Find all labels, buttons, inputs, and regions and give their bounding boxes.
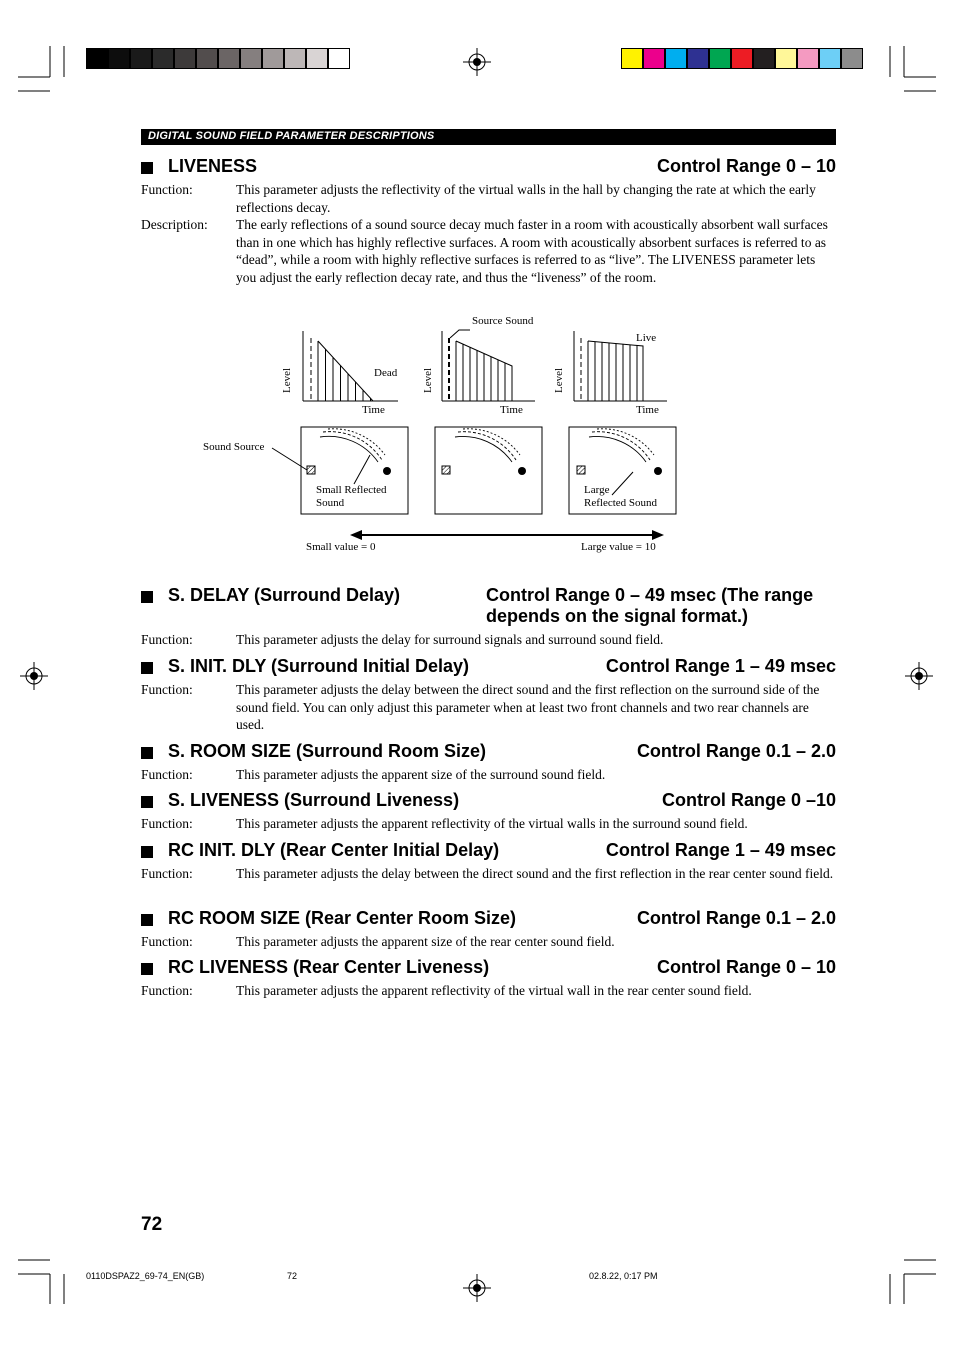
rc-liveness-range: Control Range 0 – 10 — [656, 957, 836, 977]
color-swatch — [731, 48, 753, 69]
s-room-size-range: Control Range 0.1 – 2.0 — [636, 741, 836, 761]
rc-init-dly-range: Control Range 1 – 49 msec — [605, 840, 836, 860]
small-reflected-label-1: Small Reflected — [316, 484, 387, 496]
gray-swatch — [240, 48, 262, 69]
time-axis-label-1: Time — [362, 404, 385, 416]
gray-swatch — [218, 48, 240, 69]
color-swatch — [665, 48, 687, 69]
liveness-function-text: This parameter adjusts the reflectivity of the virtual walls in the hall by changing the rate at which the early reflections decay. — [236, 182, 816, 215]
rc-room-size-title: RC ROOM SIZE (Rear Center Room Size) — [168, 908, 517, 928]
rc-room-size-function-text: This parameter adjusts the apparent size of the rear center sound field. — [236, 934, 615, 949]
s-room-size-function-label: Function: — [141, 767, 193, 782]
s-init-dly-function-label: Function: — [141, 682, 193, 697]
color-swatch — [841, 48, 863, 69]
s-delay-function-text: This parameter adjusts the delay for surround signals and surround sound field. — [236, 632, 664, 647]
s-delay-function-label: Function: — [141, 632, 193, 647]
gray-swatch — [130, 48, 152, 69]
dead-label: Dead — [374, 367, 398, 379]
section-header: DIGITAL SOUND FIELD PARAMETER DESCRIPTIONS — [148, 130, 435, 142]
time-axis-label-2: Time — [500, 404, 523, 416]
color-swatch — [643, 48, 665, 69]
s-init-dly-title: S. INIT. DLY (Surround Initial Delay) — [168, 656, 470, 676]
s-init-dly-range: Control Range 1 – 49 msec — [605, 656, 836, 676]
s-delay-range-line2: depends on the signal format.) — [486, 606, 749, 626]
small-value-label: Small value = 0 — [306, 541, 376, 553]
liveness-description-label: Description: — [141, 217, 208, 232]
liveness-range: Control Range 0 – 10 — [656, 156, 836, 176]
liveness-description-text: The early reflections of a sound source decay much faster in a room with acoustically absorbent wall surfaces than in one which has highly reflective surfaces. A room with acoustically absorbent surfaces is referred to as “dead”, while a room with highly reflective surfaces is referred to as “live”. The LIVENESS parameter lets you adjust the early reflection decay rate, and thus the “liveness” of the room. — [236, 217, 828, 285]
gray-swatch — [284, 48, 306, 69]
s-delay-range-line1: Control Range 0 – 49 msec (The range — [486, 585, 814, 605]
sound-source-label: Sound Source — [203, 441, 265, 453]
level-axis-label-2: Level — [422, 367, 434, 393]
color-swatch — [775, 48, 797, 69]
gray-swatch — [262, 48, 284, 69]
gray-calibration-bar — [86, 48, 350, 69]
rc-init-dly-title: RC INIT. DLY (Rear Center Initial Delay) — [168, 840, 500, 860]
s-liveness-range: Control Range 0 –10 — [661, 790, 836, 810]
bullet-square-icon — [141, 162, 153, 174]
bullet-square-icon — [141, 747, 153, 759]
section-header-bar — [141, 129, 836, 145]
large-reflected-label-1: Large — [584, 484, 610, 496]
s-init-dly-function-text: This parameter adjusts the delay between the direct sound and the first reflection on the surround side of the sound field. You can only adjust this parameter when at least two front channels and two rear channels are used. — [236, 682, 820, 733]
time-axis-label-3: Time — [636, 404, 659, 416]
s-room-size-function-text: This parameter adjusts the apparent size of the surround sound field. — [236, 767, 606, 782]
color-swatch — [819, 48, 841, 69]
large-reflected-label-2: Reflected Sound — [584, 497, 658, 509]
s-liveness-function-text: This parameter adjusts the apparent reflectivity of the virtual walls in the surround sound field. — [236, 816, 748, 831]
liveness-title: LIVENESS — [168, 156, 258, 176]
bullet-square-icon — [141, 662, 153, 674]
color-swatch — [709, 48, 731, 69]
s-room-size-title: S. ROOM SIZE (Surround Room Size) — [168, 741, 487, 761]
gray-swatch — [328, 48, 350, 69]
footer-date: 02.8.22, 0:17 PM — [589, 1271, 658, 1281]
gray-swatch — [196, 48, 218, 69]
rc-room-size-range: Control Range 0.1 – 2.0 — [636, 908, 836, 928]
gray-swatch — [152, 48, 174, 69]
color-swatch — [753, 48, 775, 69]
live-label: Live — [636, 332, 657, 344]
gray-swatch — [108, 48, 130, 69]
color-swatch — [621, 48, 643, 69]
s-delay-title: S. DELAY (Surround Delay) — [168, 585, 401, 605]
color-swatch — [797, 48, 819, 69]
page-number: 72 — [141, 1214, 163, 1235]
bullet-square-icon — [141, 963, 153, 975]
rc-liveness-title: RC LIVENESS (Rear Center Liveness) — [168, 957, 490, 977]
rc-init-dly-function-label: Function: — [141, 866, 193, 881]
footer-file-id: 0110DSPAZ2_69-74_EN(GB) — [86, 1271, 205, 1281]
level-axis-label-3: Level — [553, 367, 565, 393]
s-liveness-title: S. LIVENESS (Surround Liveness) — [168, 790, 460, 810]
level-axis-label-1: Level — [281, 367, 293, 393]
gray-swatch — [306, 48, 328, 69]
rc-liveness-function-text: This parameter adjusts the apparent reflectivity of the virtual wall in the rear center sound field. — [236, 983, 752, 998]
color-calibration-bar — [621, 48, 863, 69]
bullet-square-icon — [141, 591, 153, 603]
footer-page: 72 — [287, 1271, 298, 1281]
rc-room-size-function-label: Function: — [141, 934, 193, 949]
gray-swatch — [86, 48, 108, 69]
source-sound-label: Source Sound — [472, 315, 534, 327]
color-swatch — [687, 48, 709, 69]
rc-liveness-function-label: Function: — [141, 983, 193, 998]
rc-init-dly-function-text: This parameter adjusts the delay between the direct sound and the first reflection in the rear center sound field. — [236, 866, 834, 881]
liveness-function-label: Function: — [141, 182, 193, 197]
s-liveness-function-label: Function: — [141, 816, 193, 831]
gray-swatch — [174, 48, 196, 69]
large-value-label: Large value = 10 — [581, 541, 656, 553]
bullet-square-icon — [141, 796, 153, 808]
bullet-square-icon — [141, 846, 153, 858]
small-reflected-label-2: Sound — [316, 497, 345, 509]
bullet-square-icon — [141, 914, 153, 926]
